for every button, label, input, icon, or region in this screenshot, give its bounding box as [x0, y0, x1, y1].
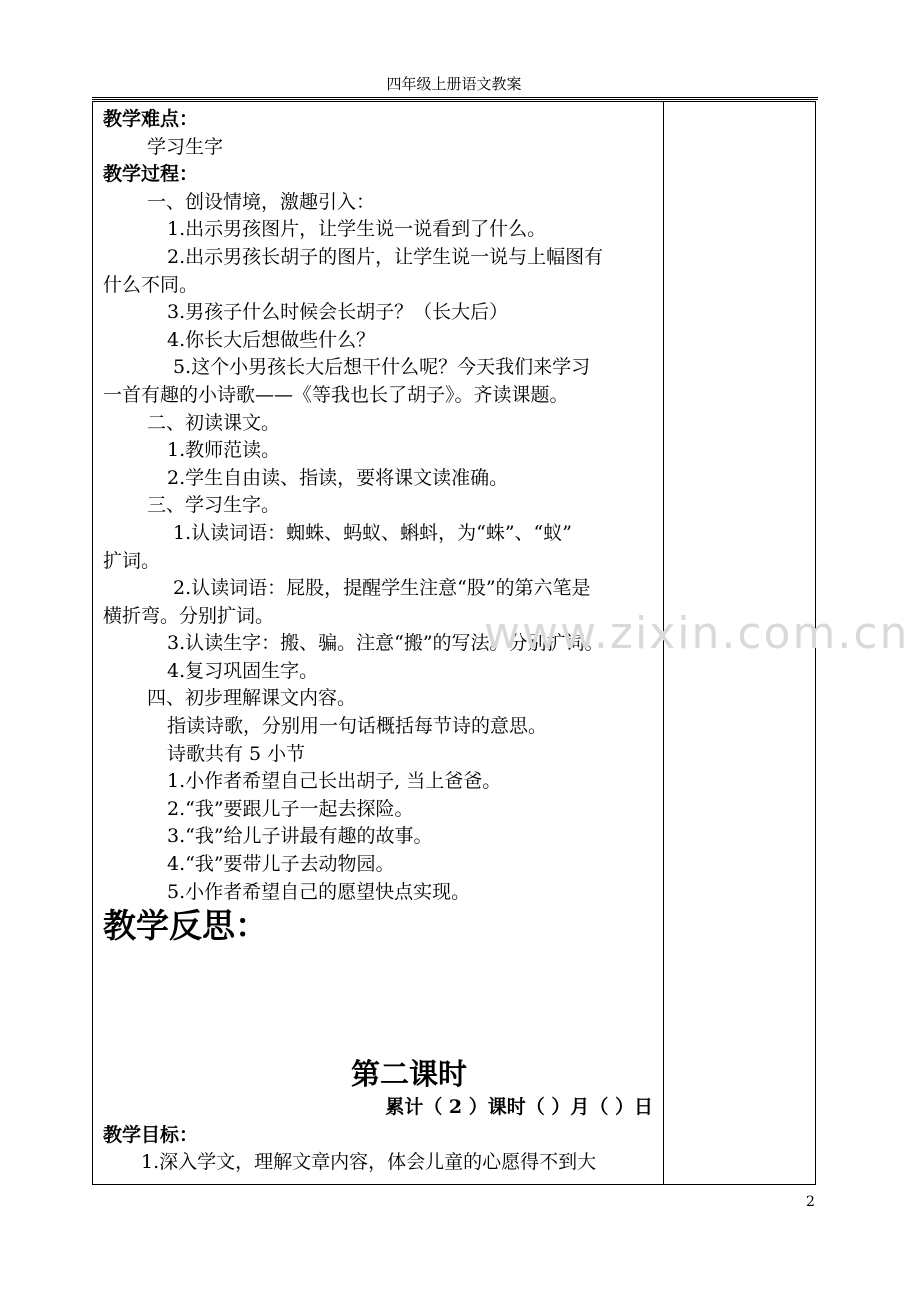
- watermark: www.zixin.com.cn: [484, 608, 910, 659]
- process-step: 2.“我”要跟儿子一起去探险。: [167, 797, 414, 820]
- process-step-cont: 横折弯。分别扩词。: [103, 604, 275, 627]
- objective-text: 1.深入学文，理解文章内容，体会儿童的心愿得不到大: [141, 1151, 597, 1174]
- page-number: 2: [806, 1194, 815, 1210]
- process-step: 指读诗歌，分别用一句话概括每节诗的意思。: [167, 715, 548, 738]
- process-step: 1.小作者希望自己长出胡子, 当上爸爸。: [167, 770, 502, 793]
- reflection-space: [103, 946, 655, 1054]
- process-step: 3.男孩子什么时候会长胡子？（长大后）: [167, 301, 509, 324]
- process-step: 4.“我”要带儿子去动物园。: [167, 853, 395, 876]
- process-step: 2.出示男孩长胡子的图片，让学生说一说与上幅图有: [167, 245, 604, 268]
- process-step: 5.这个小男孩长大后想干什么呢？今天我们来学习: [173, 356, 591, 379]
- reflection-label: 教学反思：: [103, 906, 268, 946]
- section-heading: 三、学习生字。: [147, 494, 281, 517]
- header-rule: [92, 97, 818, 100]
- process-step: 2.学生自由读、指读，要将课文读准确。: [167, 466, 509, 489]
- process-step-cont: 扩词。: [103, 549, 161, 572]
- process-step-cont: 一首有趣的小诗歌——《等我也长了胡子》。齐读课题。: [103, 383, 569, 406]
- process-step: 4.复习巩固生字。: [167, 659, 319, 682]
- section-title: 第二课时: [350, 1057, 467, 1092]
- process-step: 5.小作者希望自己的愿望快点实现。: [167, 880, 471, 903]
- process-step: 诗歌共有 5 小节: [167, 742, 306, 765]
- process-step: 1.认读词语：蜘蛛、蚂蚁、蝌蚪，为“蛛”、“蚁”: [173, 521, 572, 544]
- lesson-counter: 累计（ 2 ）课时（ ）月（ ）日: [385, 1096, 653, 1119]
- objective-label: 教学目标：: [103, 1123, 199, 1146]
- process-step: 2.认读词语：屁股，提醒学生注意“股”的第六笔是: [173, 577, 591, 600]
- section-heading: 四、初步理解课文内容。: [147, 687, 357, 710]
- section-heading: 一、创设情境，激趣引入：: [147, 190, 376, 213]
- process-label: 教学过程：: [103, 163, 199, 186]
- process-step: 1.教师范读。: [167, 439, 281, 462]
- process-step: 3.“我”给儿子讲最有趣的故事。: [167, 825, 433, 848]
- process-step-cont: 什么不同。: [103, 273, 199, 296]
- process-step: 3.认读生字：搬、骗。注意“搬”的写法。分别扩词。: [167, 632, 604, 655]
- process-step: 4.你长大后想做些什么？: [167, 328, 376, 351]
- section-heading: 二、初读课文。: [147, 411, 281, 434]
- difficulty-text: 学习生字: [147, 135, 224, 158]
- page-header: 四年级上册语文教案: [386, 75, 522, 93]
- difficulty-label: 教学难点：: [103, 108, 199, 130]
- process-step: 1.出示男孩图片，让学生说一说看到了什么。: [167, 218, 547, 241]
